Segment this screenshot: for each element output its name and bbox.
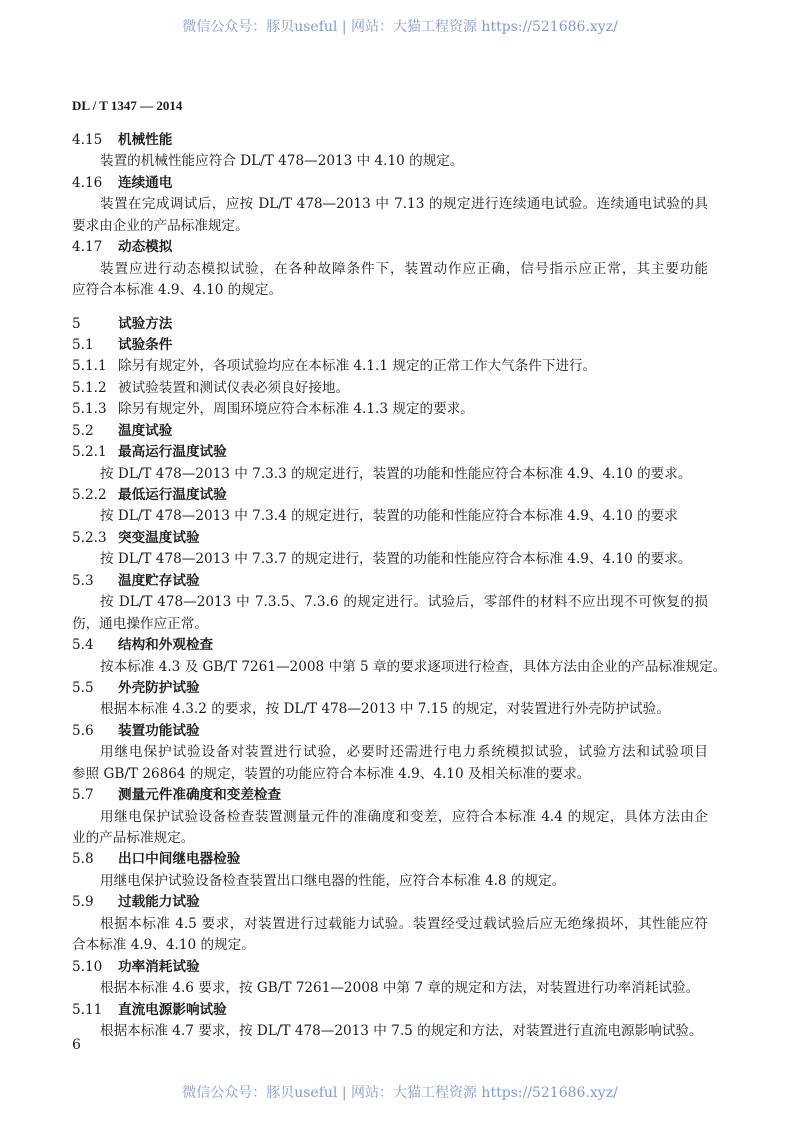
- section-heading: [72, 785, 708, 806]
- section-number: 5.2: [72, 422, 94, 439]
- section-heading: [72, 356, 708, 377]
- section-title: 试验条件: [118, 336, 173, 353]
- paragraph-line: 根据本标准 4.5 要求，对装置进行过载能力试验。装置经受过载试验后应无绝缘损坏，其性能应符: [100, 915, 708, 932]
- section-title: 最高运行温度试验: [118, 444, 227, 461]
- section-title: 温度试验: [118, 422, 173, 439]
- paragraph-line: 按 DL/T 478—2013 中 7.3.5、7.3.6 的规定进行。试验后，零部件的材料不应出现不可恢复的损: [100, 594, 708, 611]
- section-heading: [72, 421, 708, 442]
- section-heading: [72, 678, 708, 699]
- paragraph-line: 根据本标准 4.7 要求，按 DL/T 478—2013 中 7.5 的规定和方法，对装置进行直流电源影响试验。: [100, 1022, 703, 1039]
- section-number: 5.1.3: [72, 401, 107, 418]
- paragraph-line: 用继电保护试验设备检查装置测量元件的准确度和变差，应符合本标准 4.4 的规定，具体方法由企: [100, 808, 708, 825]
- section-title: 机械性能: [118, 132, 173, 148]
- paragraph-line: 根据本标准 4.6 要求，按 GB/T 7261—2008 中第 7 章的规定和方法，对装置进行功率消耗试验。: [100, 980, 700, 997]
- paragraph-line: 装置的机械性能应符合 DL/T 478—2013 中 4.10 的规定。: [100, 153, 464, 170]
- paragraph-line: 装置在完成调试后，应按 DL/T 478—2013 中 7.13 的规定进行连续通电试验。连续通电试验的具: [100, 196, 708, 213]
- section-title: 突变温度试验: [118, 529, 200, 546]
- section-text: 被试验装置和测试仪表必须良好接地。: [118, 379, 350, 396]
- paragraph-line: 按本标准 4.3 及 GB/T 7261—2008 中第 5 章的要求逐项进行检查，具体方法由企业的产品标准规定。: [100, 658, 727, 675]
- section-number: 5.1.2: [72, 379, 107, 396]
- section-title: 动态模拟: [118, 239, 173, 256]
- section-heading: [72, 635, 708, 656]
- section-number: 5.1: [72, 336, 94, 353]
- section-heading: [72, 335, 708, 356]
- section-number: 5.2.3: [72, 529, 107, 546]
- section-title: 温度贮存试验: [118, 572, 200, 589]
- section-number: 5.3: [72, 572, 94, 589]
- section-number: 5.2.2: [72, 487, 107, 503]
- section-title: 连续通电: [118, 174, 173, 191]
- paragraph-line: 要求由企业的产品标准规定。: [72, 217, 249, 234]
- section-heading: [72, 442, 708, 463]
- section-heading: [72, 892, 708, 913]
- section-heading: [72, 849, 708, 870]
- section-number: 5.8: [72, 851, 94, 868]
- section-title: 最低运行温度试验: [118, 487, 227, 503]
- section-title: 出口中间继电器检验: [118, 851, 241, 868]
- section-number: 5.5: [72, 679, 94, 696]
- section-number: 4.15: [72, 132, 103, 148]
- section-title: 过载能力试验: [118, 894, 200, 911]
- section-heading: [72, 571, 708, 592]
- paragraph-line: 用继电保护试验设备检查装置出口继电器的性能，应符合本标准 4.8 的规定。: [100, 872, 566, 889]
- paragraph-line: 合本标准 4.9、4.10 的规定。: [72, 937, 255, 954]
- paragraph-line: 应符合本标准 4.9、4.10 的规定。: [72, 282, 283, 299]
- section-heading: [72, 528, 708, 549]
- watermark-bottom: 微信公众号：豚贝useful | 网站：大猫工程资源 https://521686.xyz/: [182, 1085, 618, 1101]
- paragraph-line: 用继电保护试验设备对装置进行试验，必要时还需进行电力系统模拟试验，试验方法和试验项目: [100, 744, 708, 761]
- paragraph-line: 业的产品标准规定。: [72, 830, 195, 846]
- section-text: 除另有规定外，各项试验均应在本标准 4.1.1 规定的正常工作大气条件下进行。: [118, 358, 597, 375]
- section-number: 5.7: [72, 787, 94, 804]
- paragraph-line: 装置应进行动态模拟试验，在各种故障条件下，装置动作应正确，信号指示应正常，其主要功能: [100, 260, 708, 277]
- document-body: [72, 130, 727, 1042]
- paragraph-line: 参照 GB/T 26864 的规定，装置的功能应符合本标准 4.9、4.10 及相关标准的要求。: [72, 765, 591, 782]
- paragraph-line: 根据本标准 4.3.2 的要求，按 DL/T 478—2013 中 7.15 的规定，对装置进行外壳防护试验。: [100, 701, 670, 718]
- section-heading: [72, 957, 708, 978]
- section-heading: [72, 399, 708, 420]
- section-title: 装置功能试验: [118, 722, 200, 739]
- paragraph-line: 按 DL/T 478—2013 中 7.3.4 的规定进行，装置的功能和性能应符合本标准 4.9、4.10 的要求: [100, 508, 678, 525]
- section-number: 5.11: [72, 1001, 103, 1018]
- section-heading: [72, 1000, 708, 1021]
- section-number: 4.17: [72, 239, 103, 256]
- section-number: 5.4: [72, 637, 94, 654]
- section-heading: [72, 721, 708, 742]
- paragraph-line: 按 DL/T 478—2013 中 7.3.7 的规定进行，装置的功能和性能应符合本标准 4.9、4.10 的要求。: [100, 551, 692, 568]
- section-number: 5.2.1: [72, 444, 107, 461]
- section-title: 直流电源影响试验: [118, 1001, 227, 1018]
- section-title: 试验方法: [118, 315, 173, 332]
- section-heading: [72, 378, 708, 399]
- paragraph-line: 按 DL/T 478—2013 中 7.3.3 的规定进行，装置的功能和性能应符合本标准 4.9、4.10 的要求。: [100, 465, 692, 482]
- document-code: DL / T 1347 — 2014: [72, 98, 183, 113]
- watermark-top: 微信公众号：豚贝useful | 网站：大猫工程资源 https://521686.xyz/: [182, 19, 618, 35]
- section-number: 5: [72, 315, 81, 332]
- page-number: 6: [72, 1037, 81, 1053]
- section-title: 外壳防护试验: [118, 679, 200, 696]
- section-heading: [72, 314, 708, 335]
- section-heading: [72, 237, 708, 258]
- section-heading: [72, 173, 708, 194]
- section-number: 5.1.1: [72, 358, 107, 375]
- section-heading: [72, 485, 708, 506]
- section-heading: [72, 130, 708, 151]
- section-title: 功率消耗试验: [118, 958, 200, 975]
- section-number: 4.16: [72, 174, 103, 191]
- section-title: 结构和外观检查: [118, 637, 214, 654]
- section-number: 5.9: [72, 894, 94, 911]
- section-text: 除另有规定外，周围环境应符合本标准 4.1.3 规定的要求。: [118, 401, 474, 418]
- section-number: 5.6: [72, 722, 94, 739]
- section-number: 5.10: [72, 958, 103, 975]
- section-title: 测量元件准确度和变差检查: [118, 787, 282, 804]
- paragraph-line: 伤，通电操作应正常。: [72, 615, 208, 632]
